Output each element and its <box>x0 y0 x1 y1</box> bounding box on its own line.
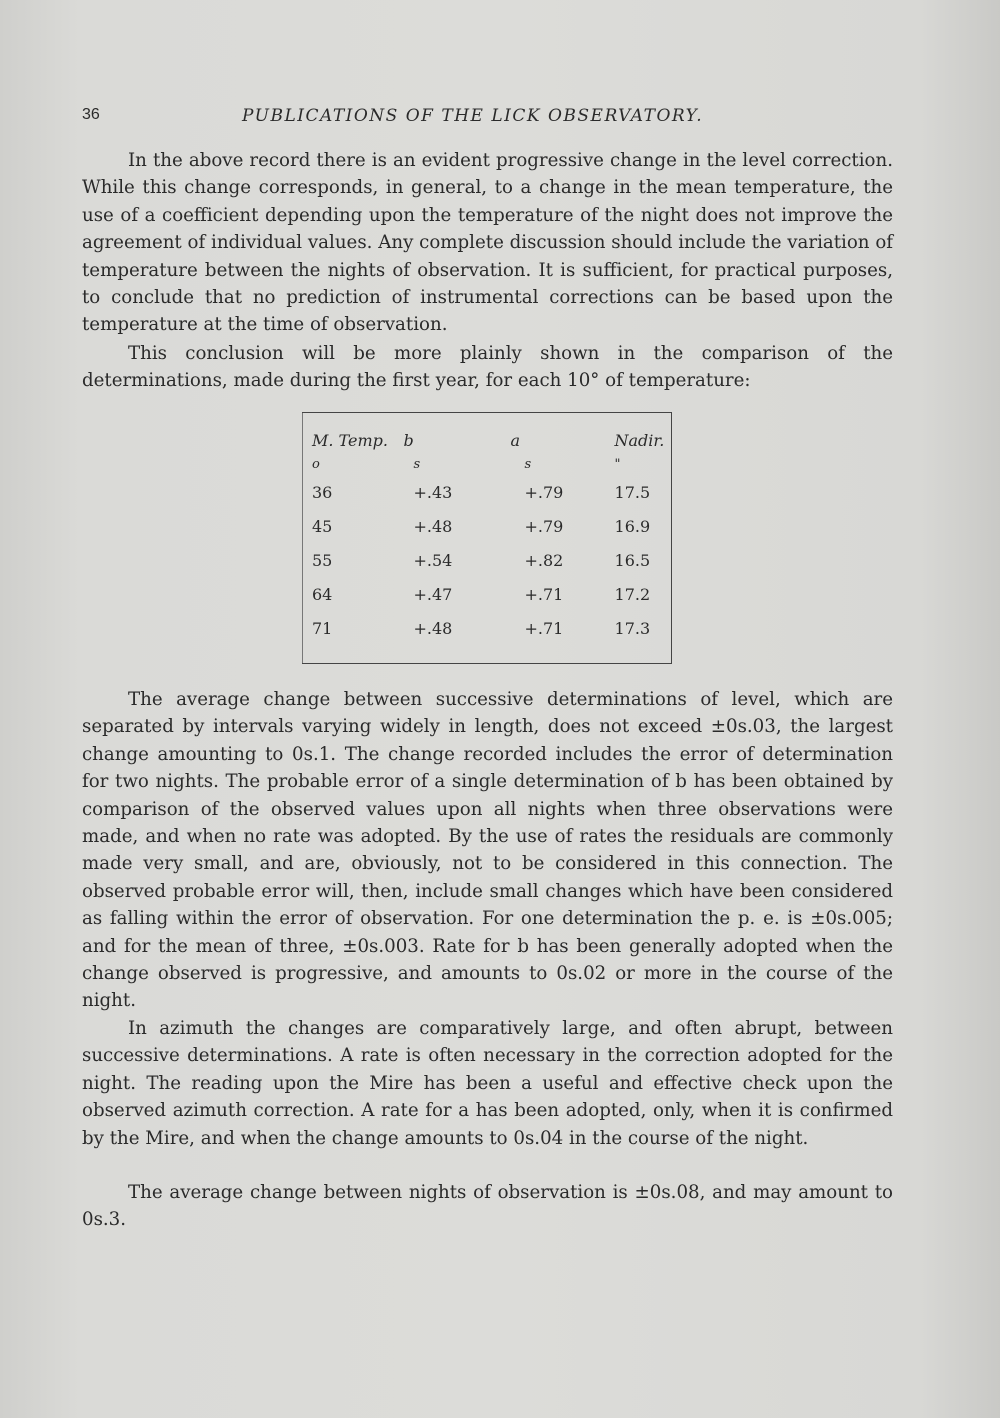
cell-temp: 55 <box>312 550 333 570</box>
unit-arcsec: " <box>614 456 621 472</box>
cell-nadir: 17.2 <box>614 584 651 604</box>
table-header-row <box>312 427 668 453</box>
cell-a: +.79 <box>524 516 564 536</box>
header-a: a <box>510 430 520 450</box>
paragraph-5: The average change between nights of observation is ±0s.08, and may amount to 0s.3. <box>82 1182 893 1231</box>
table-row <box>312 509 668 543</box>
cell-b: +.47 <box>413 584 453 604</box>
running-head: PUBLICATIONS OF THE LICK OBSERVATORY. <box>242 106 704 126</box>
table-units-row <box>312 453 668 475</box>
page-header <box>82 106 742 132</box>
table-row <box>312 543 668 577</box>
temperature-table-grid <box>312 427 668 645</box>
table-left-rule <box>302 413 303 663</box>
cell-temp: 45 <box>312 516 333 536</box>
cell-temp: 71 <box>312 618 333 638</box>
cell-a: +.79 <box>524 482 564 502</box>
paragraph-1: In the above record there is an evident progressive change in the level correction. While this change corresponds, in general, to a change in the mean temperature, the use of a coefficient depending upon the temperature of the night does not improve the agreement of individual values. Any complete discussion should include the variation of temperature between the nights of observation. It is sufficient, for practical purposes, to conclude that no prediction of instrumental corrections can be based upon the temperature at the time of observation. <box>82 150 893 336</box>
cell-a: +.71 <box>524 584 564 604</box>
unit-degrees: o <box>312 456 320 472</box>
cell-nadir: 17.5 <box>614 482 651 502</box>
page-number: 36 <box>82 106 100 123</box>
temperature-table <box>302 412 672 664</box>
table-row <box>312 475 668 509</box>
cell-a: +.71 <box>524 618 564 638</box>
header-nadir: Nadir. <box>614 430 665 450</box>
cell-nadir: 17.3 <box>614 618 651 638</box>
cell-b: +.54 <box>413 550 453 570</box>
table-row <box>312 577 668 611</box>
cell-a: +.82 <box>524 550 564 570</box>
unit-seconds-a: s <box>524 456 532 472</box>
cell-b: +.48 <box>413 618 453 638</box>
cell-temp: 36 <box>312 482 333 502</box>
cell-nadir: 16.5 <box>614 550 651 570</box>
paragraph-2: This conclusion will be more plainly shown in the comparison of the determinations, made during the first year, for each 10° of temperature: <box>82 343 893 392</box>
table-row <box>312 611 668 645</box>
cell-b: +.48 <box>413 516 453 536</box>
header-b: b <box>403 430 414 450</box>
header-m-temp: M. Temp. <box>312 430 388 450</box>
paragraph-4: In azimuth the changes are comparatively large, and often abrupt, between successive determinations. A rate is often necessary in the correction adopted for the night. The reading upon the Mire has been a useful and effective check upon the observed azimuth correction. A rate for a has been adopted, only, when it is confirmed by the Mire, and when the change amounts to 0s.04 in the course of the night. <box>82 1018 893 1149</box>
cell-temp: 64 <box>312 584 333 604</box>
cell-nadir: 16.9 <box>614 516 651 536</box>
paragraph-3: The average change between successive determinations of level, which are separated by intervals varying widely in length, does not exceed ±0s.03, the largest change amounting to 0s.1. The change recorded includes the error of determination for two nights. The probable error of a single determination of b has been obtained by comparison of the observed values upon all nights when three observations were made, and when no rate was adopted. By the use of rates the residuals are commonly made very small, and are, obviously, not to be considered in this connection. The observed probable error will, then, include small changes which have been considered as falling within the error of observation. For one determination the p. e. is ±0s.005; and for the mean of three, ±0s.003. Rate for b has been generally adopted when the change observed is progressive, and amounts to 0s.02 or more in the course of the night. <box>82 689 893 1012</box>
unit-seconds-b: s <box>413 456 421 472</box>
cell-b: +.43 <box>413 482 453 502</box>
